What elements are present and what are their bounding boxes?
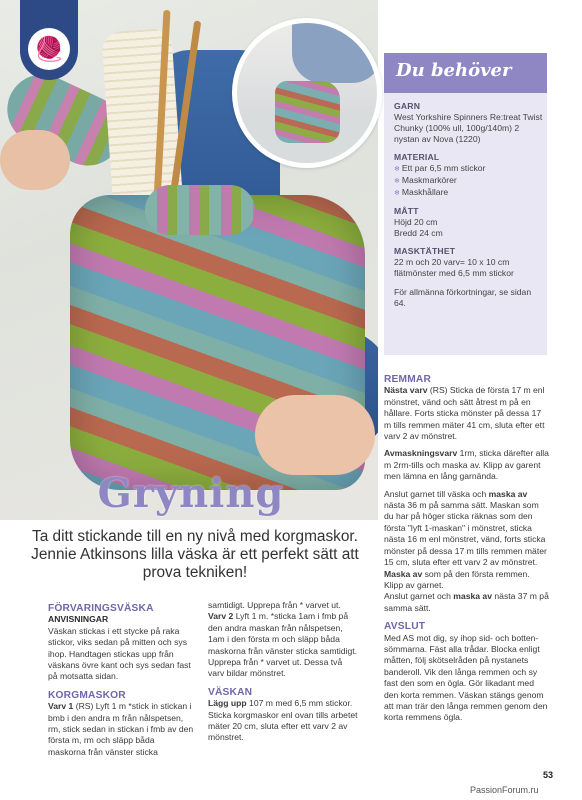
material-item: ❄ Ett par 6,5 mm stickor — [394, 163, 544, 175]
paragraph — [208, 698, 358, 709]
paragraph-text: (RS) Sticka de första 17 m enl mönstret, vänd och sätt åtrest m på en hållare. Forts sticka mönster på dessa 17 m tills remmen mäter 41 cm, sluta efter ett varv 2 av mönstret. — [384, 385, 545, 442]
watermark: PassionForum.ru — [470, 785, 539, 795]
paragraph: samtidigt. Upprepa från * varvet ut. — [208, 600, 341, 610]
section-heading: KORGMASKOR — [48, 689, 126, 701]
hand — [255, 395, 375, 475]
bold-term: Varv 2 — [208, 611, 234, 622]
masktathet-text: 22 m och 20 varv= 10 x 10 cm flätmönster med 6,5 mm stickor — [394, 257, 514, 278]
bold-term: Nästa varv — [384, 385, 428, 396]
knitted-bag — [275, 81, 340, 143]
bold-term: Maska av — [384, 568, 423, 579]
bag-handle — [145, 185, 255, 235]
bold-term: Lägg upp — [208, 698, 247, 709]
bold-term: maska av — [488, 488, 528, 499]
yarn-ball-icon: 🧶 — [28, 28, 70, 70]
materials-box-header — [384, 53, 547, 93]
garn-text: West Yorkshire Spinners Re:treat Twist Chunky (100% ull, 100g/140m) 2 nystan av Nova (1220) — [394, 112, 543, 144]
section-heading: REMMAR — [384, 374, 432, 385]
paragraph-text: nästa 37 m på samma sätt. — [384, 591, 549, 613]
abbreviation-note: För allmänna förkortningar, se sidan 64. — [394, 287, 532, 308]
paragraph: Väskan stickas i ett stycke på raka stickor, viks sedan på mitten och sys ihop. Handtagen stickas upp från väskans övre kant och sys sedan fast på motsatta sidan. — [48, 625, 191, 682]
materials-box-title: Du behöver — [396, 60, 512, 81]
paragraph: Med AS mot dig, sy ihop sid- och botten-sömmarna. Fäst alla trådar. Blocka enligt måtten, följ skötselråden på nystanets banderoll. Vik den långa remmen och sy fast den som en ögla. Gör likadant med den korta remmen. Väskan stängs genom att man trär den långa remmen genom den korta remmens ögla. — [384, 632, 548, 723]
paragraph — [384, 591, 550, 614]
matt-line: Höjd 20 cm — [394, 217, 438, 227]
materials-box-body — [394, 101, 544, 309]
paragraph-text: Anslut garnet och — [384, 591, 454, 602]
material-item: ❄ Maskmarkörer — [394, 175, 544, 187]
bold-term: Avmaskningsvarv — [384, 448, 458, 459]
materials-box — [384, 53, 547, 355]
section-heading: FÖRVARINGSVÄSKA — [48, 603, 154, 614]
material-item: ❄ Maskhållare — [394, 187, 544, 199]
text-column-2 — [208, 600, 358, 750]
person-shape — [292, 23, 382, 83]
text-column-3 — [384, 374, 550, 730]
page-subtitle: Ta ditt stickande till en ny nivå med korgmaskor. Jennie Atkinsons lilla väska är ett perfekt sätt att prova tekniken! — [31, 528, 359, 581]
garn-label: GARN — [394, 101, 421, 111]
page-title: Gryning — [97, 470, 285, 517]
paragraph-text: 1rm, sticka därefter alla m 2rm-tills och maska av. Klipp av garent men lämna en lång garnända. — [384, 448, 549, 482]
material-label: MATERIAL — [394, 152, 440, 162]
bold-term: Varv 1 — [48, 701, 74, 712]
paragraph — [48, 701, 194, 758]
paragraph: Sticka korgmaskor enl ovan tills arbetet mäter 20 cm, sluta efter ett varv 2 av mönstret. — [208, 709, 358, 743]
paragraph-text: 107 m med 6,5 mm stickor. — [246, 698, 353, 709]
paragraph — [384, 385, 550, 442]
inset-photo — [232, 18, 382, 168]
category-badge — [20, 0, 78, 80]
text-column-1 — [48, 603, 194, 764]
paragraph-text: Lyft 1 m. *sticka 1am i fmb på den andra maskan från nålspetsen, 1am i den första m och släpp båda maskorna från vänster sticka samtidigt. Upprepa från * varvet ut. Dessa två varv bildar mönstret. — [208, 611, 358, 679]
paragraph — [208, 611, 358, 679]
paragraph-text: Anslut garnet till väska och — [384, 488, 489, 499]
matt-label: MÅTT — [394, 206, 419, 216]
section-heading: AVSLUT — [384, 621, 426, 633]
section-subheading: ANVISNINGAR — [48, 614, 109, 625]
paragraph — [384, 489, 550, 569]
paragraph-text: som på den första remmen. Klipp av garnet. — [384, 568, 530, 590]
material-list — [394, 163, 544, 199]
masktathet-label: MASKTÄTHET — [394, 246, 456, 256]
bold-term: maska av — [453, 591, 492, 602]
page-number: 53 — [543, 770, 554, 780]
hand — [0, 130, 70, 190]
paragraph-text: nästa 36 m på samma sätt. Maskan som du har på höger sticka räknas som den första "lyft 1-maskan" i mönstret, sticka nästa 16 m enl mönstret, vänd, forts sticka mönster på dessa 17 m tills remmen mäter 15 cm, sluta efter ett varv 2 av mönstret. — [384, 500, 547, 568]
paragraph — [384, 569, 550, 592]
matt-line: Bredd 24 cm — [394, 228, 443, 238]
paragraph-text: (RS) Lyft 1 m *stick in stickan i bmb i den andra m från nålspetsen, rm, stick sedan in stickan i fmb av den första m, rm och släpp båda maskorna från vänster sticka — [48, 701, 194, 757]
section-heading: VÄSKAN — [208, 686, 253, 698]
paragraph — [384, 448, 550, 482]
